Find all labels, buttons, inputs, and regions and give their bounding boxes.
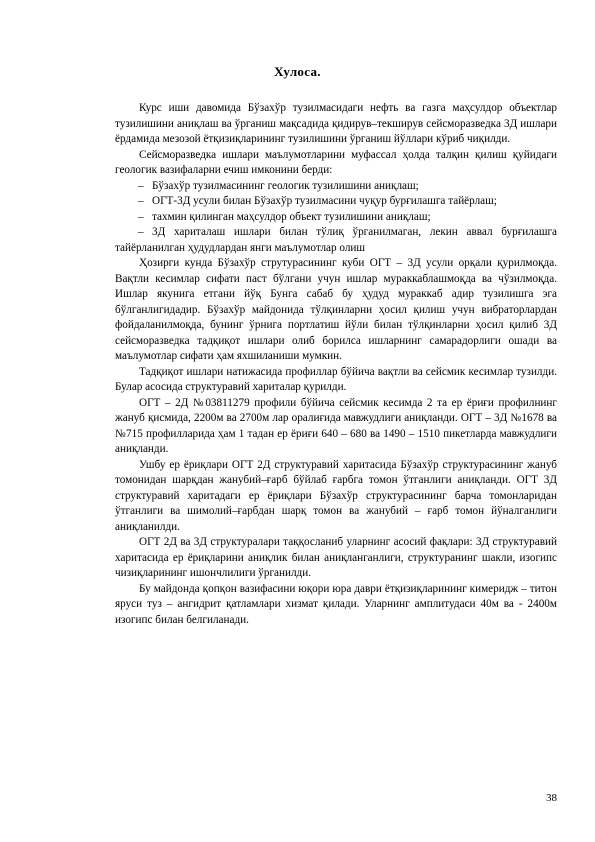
paragraph-faults-2d: ОГТ – 2Д №03811279 профили бўйича сейсмик кесимда 2 та ер ёриғи профилнинг жануб қисмида, 2200м ва 2700м лар оралиғида мавжудлиги аниқланди. ОГТ – 3Д №1678 ва №715 профилларида ҳам 1 тадан ер ёриғи 640 – 680 ва 1490 – 1510 пикетларда мавжудлиги аниқланди. — [115, 396, 557, 455]
paragraph-results: Тадқиқот ишлари натижасида профиллар бўйича вақтли ва сейсмик кесимлар тузилди. Булар асосида структуравий хариталар қурилди. — [115, 365, 557, 393]
dash-marker: – — [138, 210, 144, 223]
list-item — [115, 210, 557, 226]
tasks-list — [115, 179, 557, 257]
list-item-text: ОГТ-3Д усули билан Бўзахўр тузилмасини чуқур бурғилашга тайёрлаш; — [152, 195, 497, 207]
list-item-text: тахмин қилинган маҳсулдор объект тузилишини аниқлаш; — [152, 210, 431, 223]
list-item — [115, 179, 557, 195]
dash-marker: – — [138, 226, 144, 238]
list-item — [115, 194, 557, 210]
paragraph-faults-map: Ушбу ер ёриқлари ОГТ 2Д структуравий харитасида Бўзахўр структурасининг жануб томонидан шарқдан жанубий–ғарб бўйлаб ғарбга томон ўтганлиги аниқланди. ОГТ 3Д структуравий харитадаги ер ёриқлари Бўзахўр структурасининг барча томонларидан ўтганлиги ва шимолий–ғарбдан шарқ томон ва жанубий – ғарб томон йўналганлиги аниқланилди. — [115, 458, 557, 533]
paragraph-trap: Бу майдонда қопқон вазифасини юқори юра даври ётқизиқларининг кимеридж – титон яруси туз – ангидрит қатламлари хизмат қилади. Уларнинг амплитудаси 40м ва - 2400м изогипс билан белгиланади. — [115, 582, 557, 626]
dash-marker: – — [138, 195, 144, 207]
paragraph-current-state: Ҳозирги кунда Бўзахўр струтурасининг куби ОГТ – 3Д усули орқали қурилмоқда. Вақтли кесимлар сифати паст бўлгани учун ишлар мураккаблашмоқда ва чўзилмоқда. Ишлар якунига етгани йўқ Бунга сабаб бу ҳудуд мураккаб адир тузилишга эга бўлганлигидадир. Бўзахўр майдонида тўлқинларни ҳосил қилиш учун вибраторлардан фойдаланилмоқда, бунинг ўрнига портлатиш йўли билан тўлқинларни ҳосил қилиб 3Д сейсморазведка тадқиқот ишлари олиб борилса ишларнинг самарадорлиги ошади ва маълумотлар сифати ҳам яхшиланиши мумкин. — [115, 257, 557, 362]
list-item — [115, 225, 557, 256]
paragraph-tasks-intro: Сейсморазведка ишлари маълумотларини муфассал ҳолда талқин қилиш қуйидаги геологик вазифаларни ечиш имконини берди: — [115, 148, 557, 176]
paragraph-intro: Курс иши давомида Бўзахўр тузилмасидаги нефть ва газга маҳсулдор объектлар тузилишини аниқлаш ва ўрганиш мақсадида қидирув–текширув сейсморазведка 3Д ишлари ёрдамида мезозой ётқизиқларининг тузилишини ўрганиш йўллари кўриб чиқилди. — [115, 102, 557, 145]
dash-marker: – — [138, 179, 144, 192]
list-item-text: Бўзахўр тузилмасининг геологик тузилишини аниқлаш; — [152, 179, 419, 192]
document-body — [115, 101, 557, 628]
list-item-text: 3Д хариталаш ишлари билан тўлиқ ўрганилмаган, лекин аввал бурғилашга тайёрланилган ҳудудлардан янги маълумотлар олиш — [115, 226, 557, 254]
page-number: 38 — [546, 792, 557, 804]
paragraph-comparison: ОГТ 2Д ва 3Д структуралари таққосланиб уларнинг асосий фақлари: 3Д структуравий харитасида ер ёриқларини аниқлик билан аниқланганлиги, структуранинг шакли, изогипс чизиқларининг ишончлилиги ўрганилди. — [115, 536, 557, 579]
page-title: Хулоса. — [274, 64, 321, 79]
